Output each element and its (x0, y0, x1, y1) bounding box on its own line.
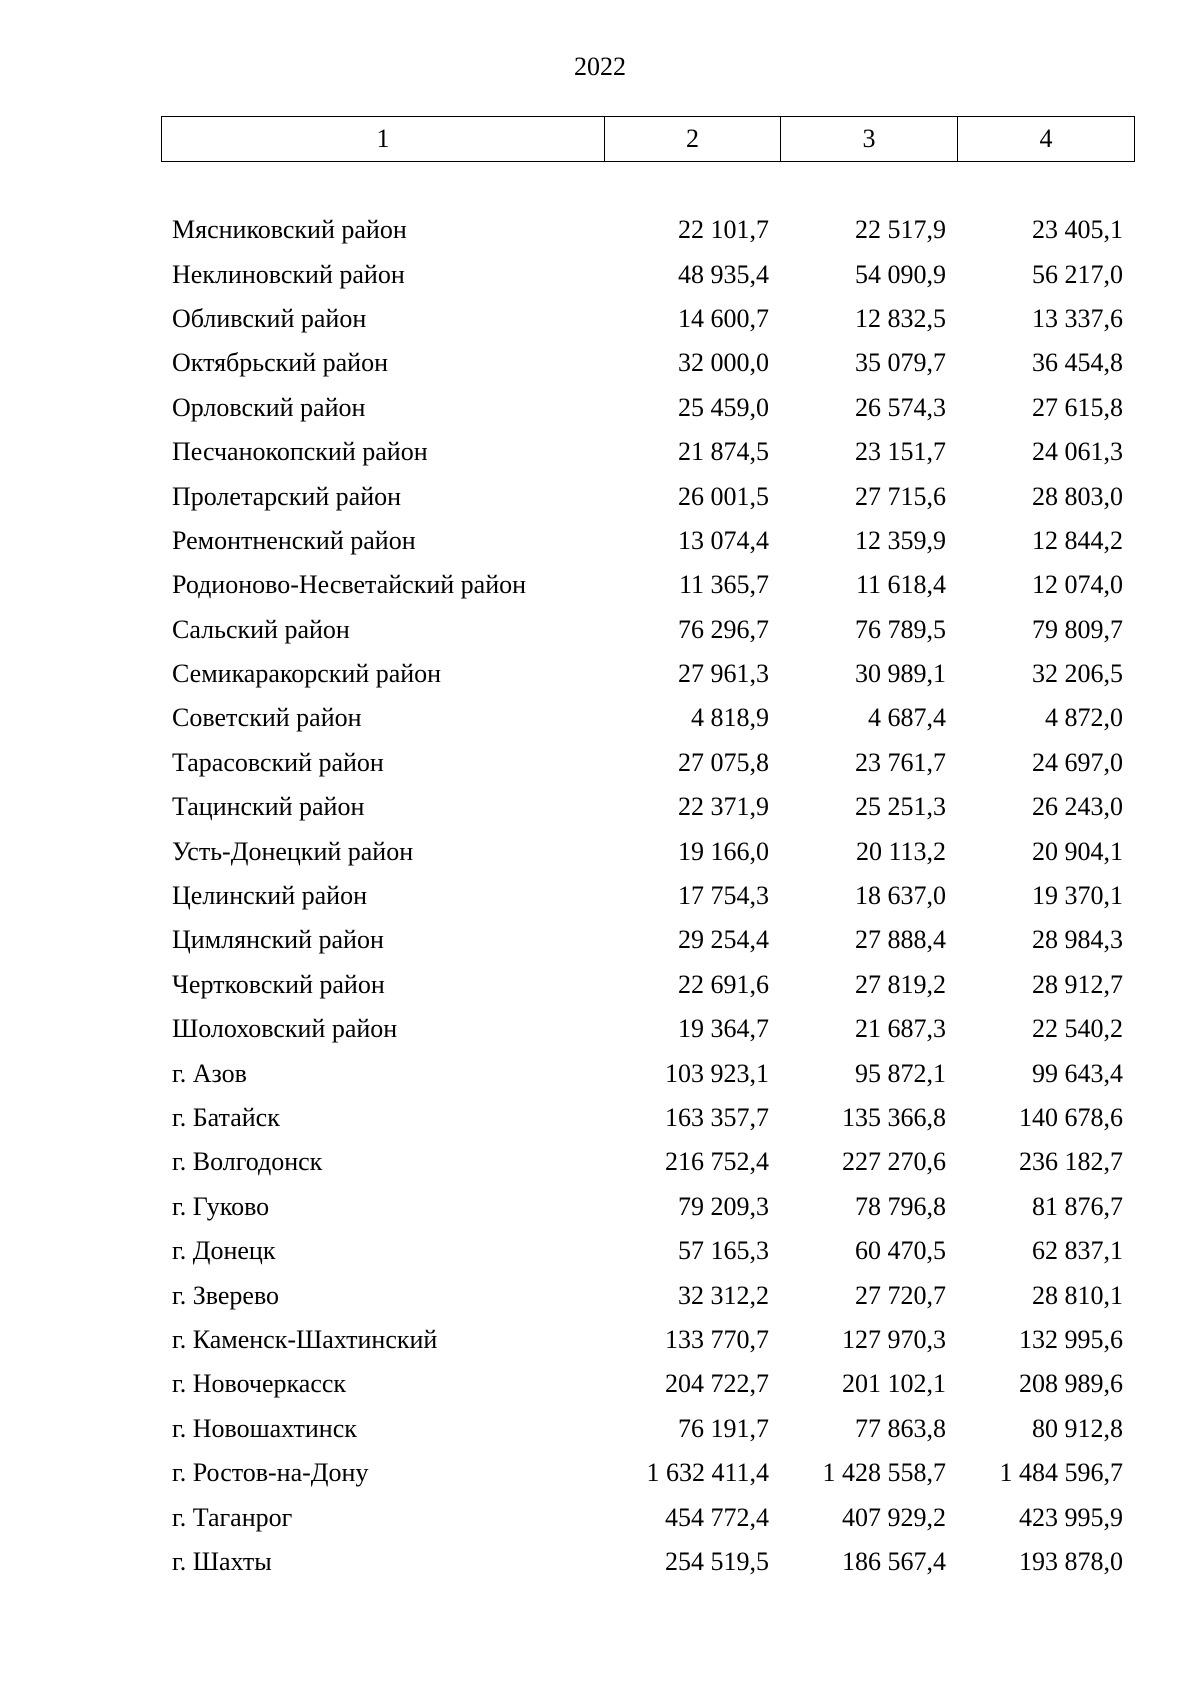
table-row (161, 563, 1134, 607)
row-value-col3: 4 687,4 (868, 703, 946, 733)
row-name: г. Донецк (172, 1236, 276, 1266)
row-name: г. Волгодонск (172, 1147, 323, 1177)
row-value-col2: 216 752,4 (665, 1147, 769, 1177)
row-value-col3: 201 102,1 (842, 1369, 946, 1399)
row-value-col4: 24 061,3 (1032, 437, 1123, 467)
table-row (161, 1096, 1134, 1140)
row-name: Орловский район (172, 392, 366, 422)
row-value-col2: 79 209,3 (678, 1191, 769, 1221)
row-value-col4: 23 405,1 (1032, 215, 1123, 245)
row-name: Цимлянский район (172, 925, 384, 955)
row-value-col3: 27 720,7 (855, 1280, 946, 1310)
table-row (161, 1229, 1134, 1273)
row-name: Мясниковский район (172, 215, 407, 245)
row-value-col3: 54 090,9 (855, 259, 946, 289)
row-value-col4: 1 484 596,7 (999, 1458, 1123, 1488)
row-value-col2: 22 691,6 (678, 969, 769, 999)
row-value-col4: 28 984,3 (1032, 925, 1123, 955)
row-value-col2: 22 371,9 (678, 792, 769, 822)
row-value-col4: 99 643,4 (1032, 1058, 1123, 1088)
row-value-col2: 21 874,5 (678, 437, 769, 467)
row-value-col3: 135 366,8 (842, 1103, 946, 1132)
table-row (161, 696, 1134, 740)
row-value-col4: 28 803,0 (1032, 481, 1123, 511)
row-name: Песчанокопский район (172, 437, 428, 467)
row-name: Неклиновский район (172, 259, 405, 289)
row-value-col3: 78 796,8 (855, 1191, 946, 1221)
row-value-col3: 95 872,1 (855, 1058, 946, 1088)
row-value-col2: 27 075,8 (678, 747, 769, 777)
row-value-col4: 20 904,1 (1032, 836, 1123, 866)
row-name: г. Таганрог (172, 1502, 293, 1532)
row-name: г. Зверево (172, 1280, 280, 1310)
row-name: Советский район (172, 703, 362, 733)
row-name: Сальский район (172, 614, 350, 644)
header-cell-2: 2 (605, 117, 781, 162)
row-value-col4: 79 809,7 (1032, 614, 1123, 644)
table-row (161, 874, 1134, 918)
table-row (161, 1540, 1134, 1584)
row-name: г. Гуково (172, 1191, 270, 1221)
row-name: Целинский район (172, 881, 367, 911)
table-row (161, 829, 1134, 873)
page-number: 2022 (574, 52, 626, 81)
table-row (161, 1273, 1134, 1317)
row-value-col2: 32 000,0 (678, 348, 769, 378)
row-name: Шолоховский район (172, 1014, 398, 1044)
header-row (162, 117, 1135, 162)
row-value-col3: 26 574,3 (855, 392, 946, 422)
row-name: Ремонтненский район (172, 525, 416, 555)
row-value-col4: 132 995,6 (1019, 1324, 1123, 1354)
row-value-col3: 1 428 558,7 (822, 1458, 946, 1488)
table-row (161, 1140, 1134, 1184)
table-row (161, 1362, 1134, 1406)
row-name: г. Шахты (172, 1546, 272, 1576)
row-value-col4: 193 878,0 (1019, 1546, 1123, 1576)
row-value-col2: 22 101,7 (678, 215, 769, 245)
row-value-col4: 62 837,1 (1032, 1236, 1123, 1266)
table-row (161, 474, 1134, 518)
row-value-col3: 35 079,7 (855, 348, 946, 378)
row-value-col2: 4 818,9 (691, 703, 769, 733)
row-value-col2: 25 459,0 (678, 392, 769, 422)
row-value-col2: 163 357,7 (665, 1103, 769, 1132)
row-name: Обливский район (172, 303, 367, 333)
row-value-col4: 28 810,1 (1032, 1280, 1123, 1310)
row-value-col2: 19 364,7 (678, 1014, 769, 1044)
table-row (161, 1318, 1134, 1362)
row-name: г. Новошахтинск (172, 1413, 357, 1443)
table-row (161, 519, 1134, 563)
row-name: Октябрьский район (172, 348, 388, 378)
row-value-col2: 26 001,5 (678, 481, 769, 511)
row-value-col4: 32 206,5 (1032, 659, 1123, 689)
row-value-col3: 18 637,0 (855, 881, 946, 911)
row-value-col4: 36 454,8 (1032, 348, 1123, 378)
table-row (161, 297, 1134, 341)
column-number-header (161, 116, 1135, 162)
row-value-col3: 23 151,7 (855, 437, 946, 467)
row-value-col2: 32 312,2 (678, 1280, 769, 1310)
row-value-col3: 23 761,7 (855, 747, 946, 777)
row-value-col4: 80 912,8 (1032, 1413, 1123, 1443)
table-row (161, 741, 1134, 785)
row-value-col3: 11 618,4 (855, 570, 946, 600)
row-value-col4: 28 912,7 (1032, 969, 1123, 999)
row-value-col4: 236 182,7 (1019, 1147, 1123, 1177)
row-name: г. Новочеркасск (172, 1369, 347, 1399)
row-value-col4: 208 989,6 (1019, 1369, 1123, 1399)
row-value-col2: 76 296,7 (678, 614, 769, 644)
table-row (161, 208, 1134, 252)
row-value-col4: 56 217,0 (1032, 259, 1123, 289)
table-row (161, 1495, 1134, 1539)
row-value-col2: 133 770,7 (665, 1324, 769, 1354)
table-row (161, 341, 1134, 385)
row-value-col3: 22 517,9 (855, 215, 946, 245)
table-row (161, 608, 1134, 652)
row-name: Семикаракорский район (172, 659, 442, 689)
row-value-col2: 19 166,0 (678, 836, 769, 866)
row-value-col4: 4 872,0 (1045, 703, 1123, 733)
row-value-col3: 27 819,2 (855, 969, 946, 999)
row-name: Чертковский район (172, 969, 385, 999)
row-value-col4: 81 876,7 (1032, 1191, 1123, 1221)
table-row (161, 252, 1134, 296)
row-value-col2: 27 961,3 (678, 659, 769, 689)
row-value-col3: 407 929,2 (842, 1502, 946, 1532)
row-name: г. Азов (172, 1058, 247, 1088)
row-value-col3: 186 567,4 (842, 1546, 946, 1576)
row-value-col4: 12 074,0 (1032, 570, 1123, 600)
row-value-col3: 227 270,6 (842, 1147, 946, 1177)
table-row (161, 918, 1134, 962)
row-value-col3: 27 715,6 (855, 481, 946, 511)
row-value-col2: 103 923,1 (665, 1058, 769, 1088)
row-value-col2: 14 600,7 (678, 303, 769, 333)
table-row (161, 652, 1134, 696)
data-table (161, 208, 1134, 1584)
row-value-col4: 27 615,8 (1032, 392, 1123, 422)
row-value-col2: 11 365,7 (678, 570, 769, 600)
row-name: Усть-Донецкий район (172, 836, 414, 866)
row-value-col2: 1 632 411,4 (646, 1458, 769, 1488)
row-value-col4: 22 540,2 (1032, 1014, 1123, 1044)
row-value-col3: 12 832,5 (855, 303, 946, 333)
table-row (161, 785, 1134, 829)
row-value-col2: 76 191,7 (678, 1413, 769, 1443)
row-value-col2: 57 165,3 (678, 1236, 769, 1266)
row-value-col3: 30 989,1 (855, 659, 946, 689)
row-value-col3: 127 970,3 (842, 1324, 946, 1354)
table-row (161, 1007, 1134, 1051)
header-cell-4: 4 (958, 117, 1135, 162)
row-value-col3: 12 359,9 (855, 525, 946, 555)
row-value-col2: 17 754,3 (678, 881, 769, 911)
header-cell-3: 3 (781, 117, 958, 162)
row-value-col4: 423 995,9 (1019, 1502, 1123, 1532)
row-value-col4: 140 678,6 (1019, 1103, 1123, 1132)
header-cell-1: 1 (162, 117, 605, 162)
row-value-col2: 454 772,4 (665, 1502, 769, 1532)
row-value-col4: 13 337,6 (1032, 303, 1123, 333)
row-value-col2: 29 254,4 (678, 925, 769, 955)
row-name: г. Батайск (172, 1103, 280, 1132)
row-value-col2: 204 722,7 (665, 1369, 769, 1399)
row-value-col3: 27 888,4 (855, 925, 946, 955)
row-value-col4: 19 370,1 (1032, 881, 1123, 911)
data-table-body (161, 208, 1134, 1584)
row-value-col2: 13 074,4 (678, 525, 769, 555)
table-row (161, 386, 1134, 430)
row-value-col3: 20 113,2 (855, 836, 946, 866)
row-name: Тацинский район (172, 792, 365, 822)
row-value-col2: 254 519,5 (665, 1546, 769, 1576)
table-row (161, 1185, 1134, 1229)
row-value-col3: 60 470,5 (855, 1236, 946, 1266)
row-name: Пролетарский район (172, 481, 402, 511)
table-row (161, 430, 1134, 474)
row-name: г. Ростов-на-Дону (172, 1458, 369, 1488)
row-name: г. Каменск-Шахтинский (172, 1324, 438, 1354)
row-value-col3: 21 687,3 (855, 1014, 946, 1044)
table-row (161, 1407, 1134, 1451)
row-name: Родионово-Несветайский район (172, 570, 527, 600)
table-row (161, 1451, 1134, 1495)
row-name: Тарасовский район (172, 747, 384, 777)
row-value-col4: 24 697,0 (1032, 747, 1123, 777)
row-value-col3: 77 863,8 (855, 1413, 946, 1443)
row-value-col3: 76 789,5 (855, 614, 946, 644)
row-value-col3: 25 251,3 (855, 792, 946, 822)
table-row (161, 1051, 1134, 1095)
row-value-col2: 48 935,4 (678, 259, 769, 289)
row-value-col4: 12 844,2 (1032, 525, 1123, 555)
row-value-col4: 26 243,0 (1032, 792, 1123, 822)
table-row (161, 963, 1134, 1007)
